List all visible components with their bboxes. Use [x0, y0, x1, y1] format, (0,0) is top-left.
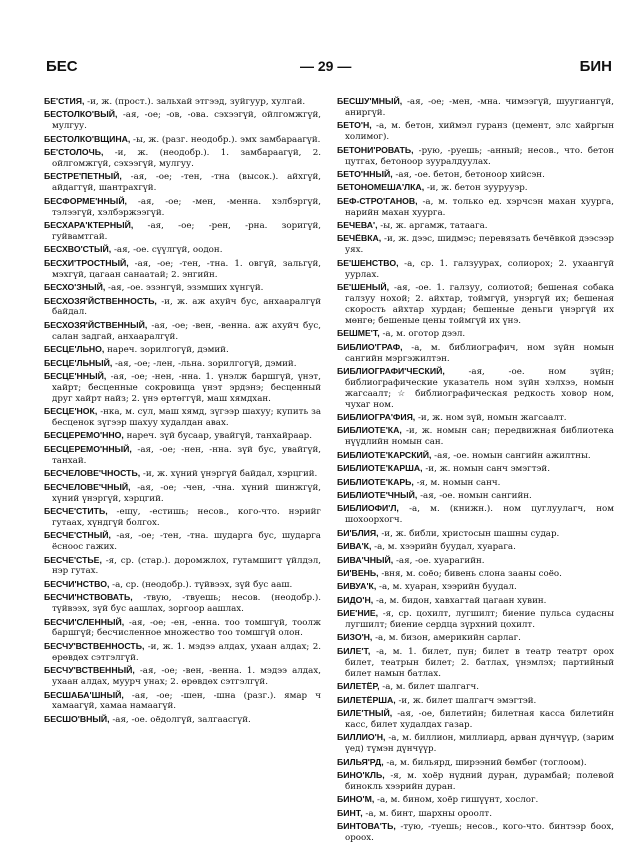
- dictionary-entry: [337, 169, 614, 181]
- entry-headword: БЕСЧИ'НСТВОВАТЬ,: [44, 592, 133, 603]
- entry-headword: БИЛЕТЁРША,: [337, 694, 396, 705]
- entry-headword: БЕСЦЕ'НОК,: [44, 406, 98, 417]
- entry-definition: -ая, -ое; -нен, -нна. зүй бус, увайгүй, танхай.: [52, 444, 321, 466]
- dictionary-entry: [337, 555, 614, 567]
- dictionary-entry: [337, 528, 614, 540]
- entry-headword: БЕТО'ННЫЙ,: [337, 168, 393, 179]
- entry-headword: БИНТ,: [337, 807, 363, 818]
- dictionary-entry: [44, 109, 321, 132]
- entry-definition: -ая, -ое; -мен, -менна. хэлбэргүй, тэлээгүй, хэлбэржээгүй.: [52, 196, 321, 218]
- dictionary-entry: [337, 477, 614, 489]
- entry-headword: БИЛЕ'Т,: [337, 645, 371, 656]
- entry-headword: БИВА'ЧНЫЙ,: [337, 554, 394, 565]
- dictionary-entry: [337, 145, 614, 168]
- entry-definition: -а, м. бинт, шархны ороолт.: [362, 808, 492, 819]
- dictionary-entry: [44, 196, 321, 219]
- entry-headword: БЕСХИ'ТРОСТНЫЙ,: [44, 257, 129, 268]
- entry-headword: БЕСЦЕ'ННЫЙ,: [44, 370, 107, 381]
- entry-headword: БЕСЦЕРЕМО'ННЫЙ,: [44, 443, 132, 454]
- dictionary-entry: [337, 608, 614, 631]
- dictionary-entry: [44, 579, 321, 591]
- entry-definition: -а, м. бидон, хавхагтай цагаан хувин.: [373, 595, 547, 606]
- dictionary-entry: [44, 530, 321, 553]
- dictionary-entry: [337, 258, 614, 281]
- dictionary-entry: [44, 641, 321, 664]
- entry-headword: БИБЛИОТЕ'КАРША,: [337, 463, 423, 474]
- entry-definition: -ая, -ое; -нен, -нна. 1. үнэлж баршгүй, үнэт, хайрт; бесценные сокровища үнэт эрдэнэ; бесценный друг хайрт найз; 2. үнэ өртөггүй, маш хямдхан.: [52, 371, 321, 404]
- entry-headword: БЕСЧУ'ВСТВЕННОСТЬ,: [44, 640, 145, 651]
- dictionary-entry: [44, 592, 321, 615]
- entry-headword: БЕСЧЕ'СТЬЕ,: [44, 554, 102, 565]
- entry-headword: БИЛЬЯ'РД,: [337, 756, 384, 767]
- entry-headword: БЕТО'Н,: [337, 120, 372, 131]
- entry-definition: -и, ж. бетон зуурууэр.: [424, 183, 528, 194]
- dictionary-entry: [44, 430, 321, 442]
- dictionary-entry: [337, 96, 614, 119]
- entry-headword: БИЛЛИО'Н,: [337, 732, 386, 743]
- entry-definition: -и, ж. аж ахуйч бус, анхааралгүй байдал.: [52, 296, 321, 318]
- entry-headword: БЕ'ШЕНЫЙ,: [337, 282, 390, 293]
- dictionary-entry: [337, 541, 614, 553]
- entry-headword: БИЗО'Н,: [337, 632, 373, 643]
- entry-headword: БИ'ВЕНЬ,: [337, 567, 379, 578]
- entry-definition: -а, м. оготор дээл.: [379, 329, 466, 340]
- entry-definition: -а, м. бином, хоёр гишүүнт, хослог.: [374, 795, 539, 806]
- entry-definition: -и, ж. хүний үнэргүй байдал, хэрцгий.: [140, 469, 318, 480]
- dictionary-entry: [337, 490, 614, 502]
- entry-definition: -ая, -ое. сүүлгүй, оодон.: [111, 245, 223, 256]
- entry-definition: -я, м. номын санч.: [413, 477, 501, 488]
- entry-headword: БИБЛИОТЕ'КА,: [337, 425, 402, 436]
- entry-headword: БЕСЦЕ'ЛЬНО,: [44, 344, 105, 355]
- entry-headword: БИВУА'К,: [337, 581, 377, 592]
- dictionary-entry: [337, 220, 614, 232]
- entry-headword: БЕСЧЕ'СТНЫЙ,: [44, 530, 111, 541]
- dictionary-entry: [337, 233, 614, 256]
- entry-headword: БИНО'КЛЬ,: [337, 769, 385, 780]
- entry-headword: БИЛЕ'ТНЫЙ,: [337, 707, 393, 718]
- entry-definition: -и, ж. номын санч эмэгтэй.: [422, 464, 550, 475]
- entry-headword: БЕ'ШЕНСТВО,: [337, 257, 399, 268]
- entry-definition: -и, ж. номын сан; передвижная библиотека нүүдлийн номын сан.: [345, 426, 614, 448]
- entry-definition: -ая, -ое. номын сангийн ажилтны.: [431, 450, 591, 461]
- dictionary-entry: [44, 220, 321, 243]
- entry-headword: БЕСШО'ВНЫЙ,: [44, 713, 110, 724]
- entry-headword: БИ'БЛИЯ,: [337, 527, 379, 538]
- running-head-right: БИН: [579, 58, 612, 75]
- dictionary-entry: [337, 770, 614, 793]
- entry-headword: БЕСЦЕ'ЛЬНЫЙ,: [44, 357, 113, 368]
- dictionary-entry: [44, 665, 321, 688]
- entry-definition: -и, ж. ном зүй, номын жагсаалт.: [415, 413, 567, 424]
- dictionary-entry: [44, 296, 321, 319]
- entry-headword: БИНО'М,: [337, 794, 375, 805]
- entry-definition: -ая, -ое; -тен, -тна. 1. овгүй, зальгүй, мэхгүй, цагаан санаатай; 2. энгийн.: [52, 258, 321, 280]
- entry-definition: -я, ср. (стар.). доромжлох, гутамшигт үйлдэл, нэр гутах.: [52, 555, 321, 577]
- entry-headword: БЕСЧЕЛОВЕ'ЧНОСТЬ,: [44, 468, 141, 479]
- dictionary-entry: [337, 196, 614, 219]
- entry-definition: -а, м. билет шалгагч.: [379, 682, 480, 693]
- entry-definition: -ая, -ое. оёдолгүй, залгаасгүй.: [109, 714, 251, 725]
- entry-definition: -рую, -руешь; -анный; несов., что. бетон цутгах, бетоноор зууралдуулах.: [345, 145, 614, 167]
- entry-headword: БЕ'СТОЛОЧЬ,: [44, 147, 104, 158]
- entry-definition: -ая, -ое. номын сангийн.: [417, 491, 532, 501]
- entry-headword: БЕ'СТИЯ,: [44, 96, 85, 106]
- page-number: — 29 —: [300, 58, 352, 74]
- entry-definition: -ая, -ое; -рен, -рна. зоригүй, гуйвамтгай.: [52, 221, 321, 242]
- entry-definition: -тую, -туешь; несов., кого-что. бинтээр боох, ороох.: [345, 822, 614, 843]
- dictionary-entry: [44, 617, 321, 640]
- entry-definition: -и, ж. дээс, шидмэс; перевязать бечёвкой дээсээр уях.: [345, 234, 614, 256]
- entry-headword: БЕСФОРМЕ'ННЫЙ,: [44, 195, 127, 206]
- entry-definition: -а, ср. 1. галзуурах, солиорох; 2. ухаангүй уурлах.: [345, 258, 614, 280]
- entry-definition: -ая, -ое; -чен, -чна. хүний шинжгүй, хүний үнэргүй, хэрцгий.: [52, 482, 321, 504]
- entry-definition: -ая, -ое. хуарагийн.: [393, 555, 485, 566]
- dictionary-entry: [44, 690, 321, 713]
- entry-headword: БИБЛИОТЕ'ЧНЫЙ,: [337, 490, 418, 500]
- entry-headword: БИВА'К,: [337, 541, 372, 552]
- dictionary-entry: [44, 96, 321, 108]
- dictionary-entry: [337, 732, 614, 755]
- entry-definition: -ая, -ое. бетон, бетоноор хийсэн.: [392, 169, 545, 180]
- dictionary-entry: [337, 808, 614, 820]
- dictionary-entry: [337, 366, 614, 411]
- entry-definition: -ещу, -естишь; несов., кого-что. нэрийг гутаах, хүндгүй болгох.: [52, 506, 321, 528]
- entry-headword: БЕСХОЗЯ'ЙСТВЕННЫЙ,: [44, 319, 148, 330]
- entry-definition: -ая, -ое. 1. галзуу, солиотой; бешеная собака галзуу нохой; 2. айхтар, тоймгүй, унэргүй их; бешеная скорость айхтар хурдан; бешеные деньги үнэргүй их мөнгө; бешеные цены тоймгүй их үнэ.: [345, 283, 614, 326]
- entry-headword: БЕСЧЕ'СТИТЬ,: [44, 505, 108, 516]
- entry-headword: БЕСХАРА'КТЕРНЫЙ,: [44, 220, 134, 231]
- dictionary-entry: [337, 282, 614, 327]
- entry-headword: БЕСЧИ'СЛЕННЫЙ,: [44, 616, 125, 627]
- entry-definition: -а, м. 1. билет, пун; билет в театр театрт орох билет, театрын билет; 2. батлах, үнэмлэх; партийный билет намын батлах.: [345, 646, 614, 679]
- entry-headword: БЕЧЕВА',: [337, 220, 378, 231]
- dictionary-entry: [337, 342, 614, 365]
- entry-definition: -ая, -ое; -мен, -мна. чимээгүй, шуугиангүй, аниргүй.: [345, 97, 614, 118]
- entry-definition: -и, ж. (прост.). зальхай этгээд, зуйгуур, хулгай.: [84, 97, 306, 107]
- entry-definition: -ая, -ое. эзэнгүй, эзэмших хүнгүй.: [105, 283, 264, 294]
- dictionary-entry: [44, 714, 321, 726]
- entry-definition: -а, м. (книжн.). ном цуглуулагч, ном шохоорхогч.: [345, 504, 614, 526]
- dictionary-entry: [337, 632, 614, 644]
- dictionary-entry: [44, 344, 321, 356]
- entry-definition: -ы, ж. аргамж, татаага.: [377, 221, 488, 232]
- entry-headword: БИДО'Н,: [337, 594, 374, 605]
- dictionary-entry: [337, 425, 614, 448]
- dictionary-entry: [44, 244, 321, 256]
- dictionary-entry: [337, 695, 614, 707]
- entry-definition: -ая, -ое; -ен, -енна. тоо томшгүй, тоолж баршгүй; бесчисленное множество тоо томшгүй олон.: [52, 617, 321, 639]
- dictionary-entry: [44, 468, 321, 480]
- entry-headword: БИБЛИОГРАФИ'ЧЕСКИЙ,: [337, 365, 445, 376]
- entry-definition: -твую, -твуешь; несов. (неодобр.). түйвээх, зүй бус аашлах, зоргоор аашлах.: [52, 593, 321, 615]
- running-head-left: БЕС: [46, 58, 78, 75]
- entry-headword: БЕСТОЛКО'ВЫЙ,: [44, 109, 118, 120]
- entry-definition: -вня, м. соёо; бивень слона зааны соёо.: [378, 568, 562, 579]
- dictionary-entry: [44, 406, 321, 429]
- entry-headword: БИЕ'НИЕ,: [337, 608, 379, 619]
- dictionary-entry: [337, 708, 614, 731]
- dictionary-entry: [337, 412, 614, 424]
- entry-headword: БЕСЧЕЛОВЕ'ЧНЫЙ,: [44, 481, 131, 492]
- entry-definition: -ая, -ое; -тен, -тна. шударга бус, шударга ёсноос гажих.: [52, 531, 321, 553]
- dictionary-entry: [337, 681, 614, 693]
- entry-headword: БЕСТОЛКО'ВЩИНА,: [44, 133, 131, 144]
- entry-definition: -я, м. хоёр нүдний дуран, дурамбай; полевой бинокль хээрийн дуран.: [345, 770, 614, 792]
- entry-definition: -и, ж. 1. мэдээ алдах, ухаан алдах; 2. өрөвдөх сэтгэлгүй.: [52, 641, 321, 663]
- entry-definition: -а, м. хуаран, хээрийн буудал.: [376, 582, 517, 593]
- entry-definition: -а, м. только ед. хэрчсэн махан хуурга, нарийн махан хуурга.: [345, 196, 614, 218]
- dictionary-entry: [337, 182, 614, 194]
- entry-definition: -а, м. биллион, миллиард, арван дүнчүүр, (зарим үед) түмэн дүнчүүр.: [345, 733, 614, 755]
- dictionary-entry: [337, 450, 614, 462]
- entry-definition: -ы, ж. (разг. неодобр.). эмх замбараагүй.: [130, 134, 321, 145]
- dictionary-entry: [337, 581, 614, 593]
- dictionary-entry: [337, 463, 614, 475]
- dictionary-entry: [44, 444, 321, 467]
- dictionary-entry: [44, 320, 321, 343]
- dictionary-entry: [337, 646, 614, 680]
- dictionary-entry: [337, 794, 614, 806]
- entry-definition: -а, м. хээрийн буудал, хуарага.: [371, 542, 516, 553]
- entry-headword: БИБЛИО'ГРАФ,: [337, 341, 403, 352]
- entry-headword: БЕСЧИ'НСТВО,: [44, 578, 110, 589]
- entry-definition: нареч. зүй бусаар, увайгүй, танхайраар.: [123, 431, 313, 442]
- entry-definition: -ая, -ое; -вен, -венна. аж ахуйч бус, салан задгай, анхааралгүй.: [52, 320, 321, 342]
- dictionary-entry: [337, 595, 614, 607]
- dictionary-entry: [337, 821, 614, 844]
- entry-headword: БЕЧЁВКА,: [337, 233, 382, 244]
- entry-headword: БИБЛИОГРА'ФИЯ,: [337, 412, 416, 423]
- entry-headword: БЕСХОЗЯ'ЙСТВЕННОСТЬ,: [44, 295, 157, 306]
- dictionary-entry: [44, 358, 321, 370]
- dictionary-entry: [44, 506, 321, 529]
- entry-headword: БЕСЧУ'ВСТВЕННЫЙ,: [44, 665, 135, 676]
- entry-headword: БИБЛИОТЕ'КАРСКИЙ,: [337, 449, 432, 460]
- entry-definition: -нка, м. сул, маш хямд, зүгээр шахуу; купить за бесценок зүгээр шахуу худалдан авах.: [52, 407, 321, 429]
- entry-definition: нареч. зорилгогүй, дэмий.: [104, 345, 229, 356]
- entry-definition: -а, ср. (неодобр.). түйвээх, зүй бус ааш.: [109, 579, 293, 590]
- entry-headword: БИНТОВА'ТЬ,: [337, 821, 396, 832]
- entry-headword: БЕСШАБА'ШНЫЙ,: [44, 689, 124, 700]
- entry-headword: БЕШМЕ'Т,: [337, 328, 380, 339]
- entry-definition: -и, ж. библи, христосын шашны судар.: [378, 528, 560, 539]
- entry-definition: -и, ж. (неодобр.). 1. замбараагүй, 2. ойлгомжгүй, сэхээгүй, мулгуу.: [52, 148, 321, 170]
- dictionary-entry: [44, 282, 321, 294]
- entry-headword: БЕСХО'ЗНЫЙ,: [44, 282, 106, 293]
- entry-headword: БИБЛИОТЕ'КАРЬ,: [337, 476, 414, 487]
- entry-definition: -а, м. бетон, хиймэл гуранз (цемент, элс хайргын холимог).: [345, 121, 614, 143]
- entry-headword: БИЛЕТЁР,: [337, 681, 380, 692]
- entry-headword: БЕТОНИ'РОВАТЬ,: [337, 144, 414, 155]
- dictionary-entry: [337, 757, 614, 769]
- dictionary-entry: [44, 147, 321, 170]
- entry-definition: -а, м. бильярд, ширээний бөмбөг (тоглоом).: [383, 757, 587, 768]
- entry-definition: -и, ж. билет шалгагч эмэгтэй.: [395, 695, 537, 706]
- entry-definition: -а, м. библиографич, ном зүйн номын сангийн мэргэжилтэн.: [345, 342, 614, 364]
- dictionary-entry: [44, 371, 321, 405]
- right-column: [337, 96, 614, 843]
- dictionary-entry: [44, 555, 321, 578]
- entry-headword: БЕФ-СТРО'ГАНОВ,: [337, 195, 418, 206]
- entry-headword: БЕСТРЕ'ПЕТНЫЙ,: [44, 171, 122, 182]
- entry-definition: -я, ср. цохилт, лугшилт; биение пульса судасны лугшилт; биение сердца зүрхний цохилт.: [345, 609, 614, 631]
- dictionary-entry: [337, 120, 614, 143]
- dictionary-entry: [44, 134, 321, 146]
- dictionary-entry: [44, 171, 321, 194]
- entry-definition: -ая, -ое. ном зүйн; библиографические указатель ном зүйн хэлхээ, номын жагсаалт; ☆ библиографическая редкость ховор ном, чухаг ном.: [345, 366, 614, 410]
- entry-headword: БЕСХВО'СТЫЙ,: [44, 244, 112, 255]
- entry-headword: БЕТОНОМЕША'ЛКА,: [337, 182, 425, 193]
- entry-headword: БИБЛИОФИ'Л,: [337, 503, 399, 514]
- dictionary-entry: [337, 328, 614, 340]
- entry-headword: БЕСШУ'МНЫЙ,: [337, 96, 403, 106]
- dictionary-entry: [44, 258, 321, 281]
- entry-definition: -ая, -ое; -шен, -шна (разг.). ямар ч хамаагүй, хамаа намаагүй.: [52, 690, 321, 712]
- entry-definition: -ая, -ое, билетийн; билетная касса билетийн касс, билет худалдах газар.: [345, 708, 614, 730]
- entry-headword: БЕСЦЕРЕМО'ННО,: [44, 430, 124, 441]
- entry-definition: -ая, -ое; -лен, -льна. зорилгогүй, дэмий.: [112, 358, 297, 369]
- dictionary-entry: [337, 568, 614, 580]
- entry-definition: -ая, -ое; -ов, -ова. сэхээгүй, ойлгомжгүй, мулгуу.: [52, 110, 321, 132]
- entry-columns: [44, 96, 614, 843]
- entry-definition: -ая, -ое; -вен, -венна. 1. мэдээ алдах, ухаан алдах, муурч унах; 2. өрөвдөх сэтгэлгүй.: [52, 666, 321, 688]
- dictionary-entry: [44, 482, 321, 505]
- left-column: [44, 96, 321, 802]
- entry-definition: -ая, -ое; -тен, -тна (высок.). айхгүй, айдаггүй, шантрахгүй.: [52, 172, 321, 194]
- entry-definition: -а, м. бизон, америкийн сарлаг.: [372, 633, 521, 644]
- dictionary-entry: [337, 503, 614, 526]
